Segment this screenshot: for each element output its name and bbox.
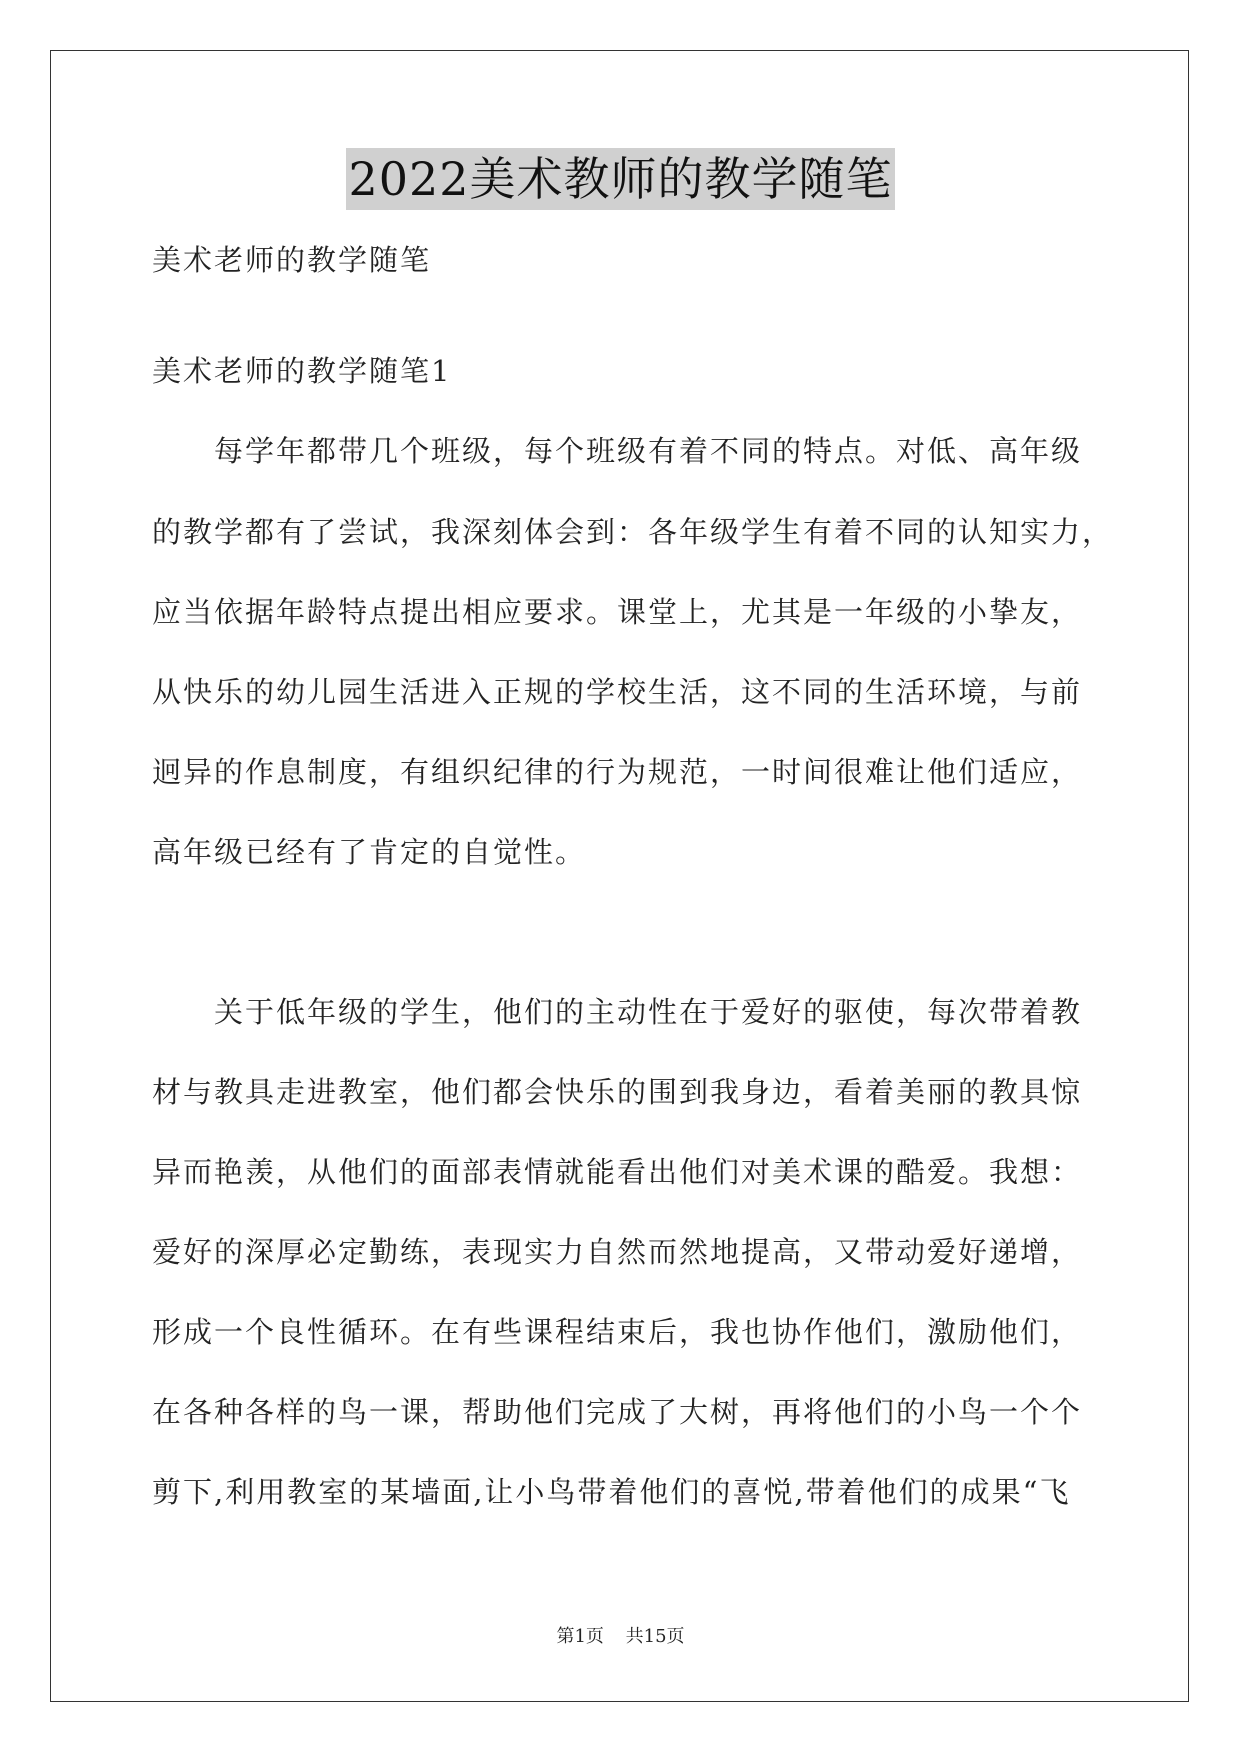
paragraph1-line: 高年级已经有了肯定的自觉性。	[152, 835, 587, 869]
paragraph1-line: 应当依据年龄特点提出相应要求。课堂上，尤其是一年级的小挚友，	[152, 595, 1083, 629]
paragraph2-line: 剪下,利用教室的某墙面,让小鸟带着他们的喜悦,带着他们的成果“飞	[152, 1475, 1071, 1509]
page-number: 第1页	[556, 1626, 604, 1647]
subtitle: 美术老师的教学随笔	[152, 243, 432, 277]
paragraph2-line: 在各种各样的鸟一课，帮助他们完成了大树，再将他们的小鸟一个个	[152, 1395, 1083, 1429]
page-border	[50, 50, 1189, 1702]
page-total: 共15页	[625, 1626, 685, 1647]
title-container	[0, 148, 1241, 210]
page-footer	[0, 1622, 1241, 1648]
paragraph1-line: 每学年都带几个班级，每个班级有着不同的特点。对低、高年级	[152, 434, 1083, 468]
paragraph1-line: 从快乐的幼儿园生活进入正规的学校生活，这不同的生活环境，与前	[152, 675, 1083, 709]
paragraph2-line: 关于低年级的学生，他们的主动性在于爱好的驱使，每次带着教	[152, 995, 1083, 1029]
paragraph2-line: 材与教具走进教室，他们都会快乐的围到我身边，看着美丽的教具惊	[152, 1075, 1083, 1109]
paragraph2-line: 异而艳羡，从他们的面部表情就能看出他们对美术课的酷爱。我想：	[152, 1155, 1083, 1189]
document-title: 2022美术教师的教学随笔	[346, 148, 894, 210]
paragraph2-line: 形成一个良性循环。在有些课程结束后，我也协作他们，激励他们，	[152, 1315, 1083, 1349]
section-heading: 美术老师的教学随笔1	[152, 354, 452, 388]
paragraph1-line: 迥异的作息制度，有组织纪律的行为规范，一时间很难让他们适应，	[152, 755, 1083, 789]
paragraph1-line: 的教学都有了尝试，我深刻体会到：各年级学生有着不同的认知实力，	[152, 515, 1114, 549]
paragraph2-line: 爱好的深厚必定勤练，表现实力自然而然地提高，又带动爱好递增，	[152, 1235, 1083, 1269]
